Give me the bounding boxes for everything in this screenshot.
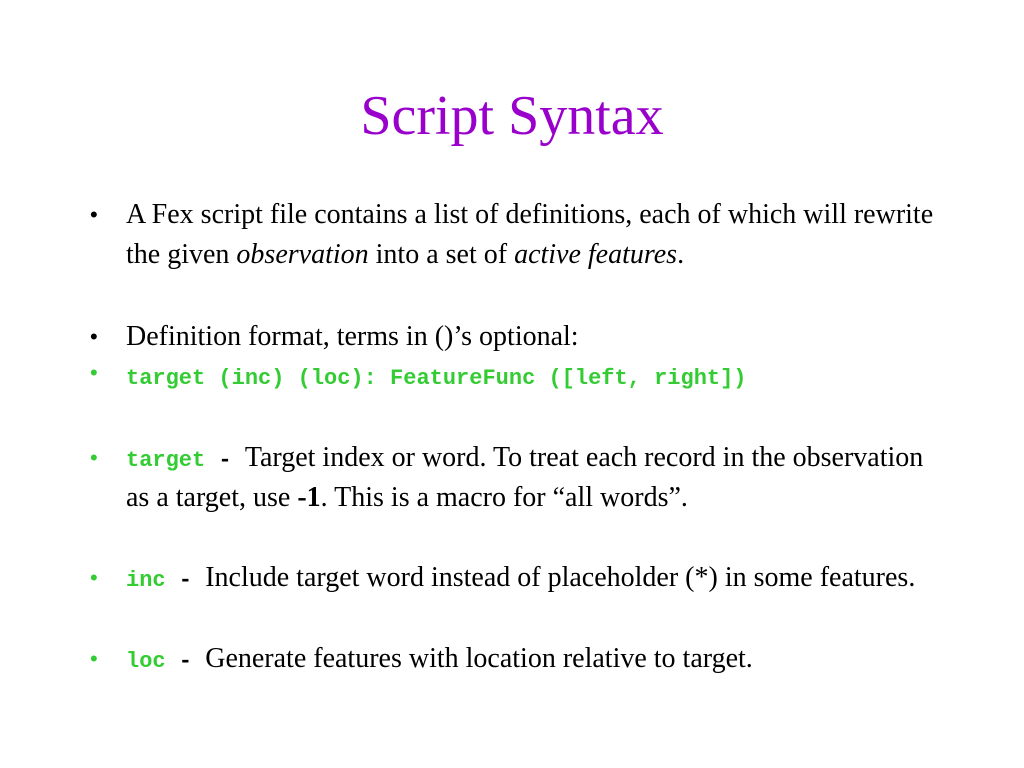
bullet-text: . This is a macro for “all words”. [320,482,688,513]
bullet-text: A Fex script file contains a list of definitions, each of which will rewrite the given [126,199,934,270]
dash: - [205,448,245,473]
dash: - [165,649,206,674]
bullet-dot: • [90,445,98,470]
slide-title: Script Syntax [360,85,664,147]
bullet-target [90,439,941,516]
code-loc: loc [126,649,166,674]
bullet-dot: • [90,202,98,227]
bullet-loc [90,640,941,680]
bullet-dot: • [90,565,98,590]
syntax-code: target (inc) (loc): FeatureFunc ([left, right]) [126,366,747,391]
code-inc: inc [126,568,166,593]
bullet-text: into a set of [368,239,515,270]
bullet-text: Generate features with location relative to target. [205,643,753,674]
bullet-dot: • [90,324,98,349]
emphasis-active-features: active features [514,239,678,270]
bullet-text: Definition format, terms in ()’s optional: [126,321,579,352]
bullet-dot: • [90,646,98,671]
bullet-text: Target index or word. To treat each record in the observation as a target, use [126,442,924,513]
bold-minus-one: -1 [297,482,321,513]
dash: - [165,568,206,593]
bullet-text: Include target word instead of placeholder (*) in some features. [205,562,916,593]
bullet-syntax-line [90,360,941,394]
emphasis-observation: observation [236,239,369,270]
bullet-dot: • [90,360,98,385]
bullet-text: . [677,239,685,270]
bullet-definitions [90,195,941,275]
bullet-definition-format [90,319,941,354]
code-target: target [126,448,206,473]
bullet-inc [90,559,941,599]
